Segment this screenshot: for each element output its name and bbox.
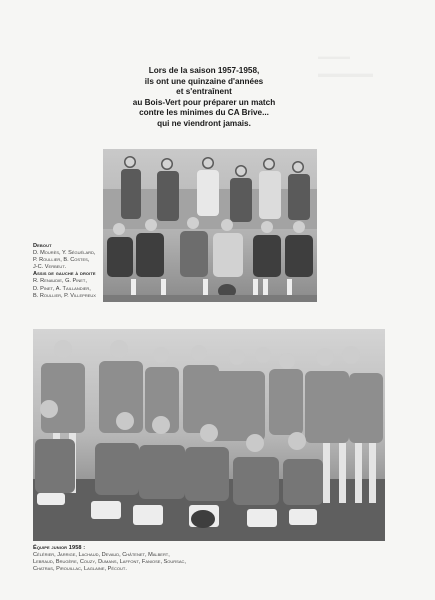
bleed-through-text: ▬▬▬▬ bbox=[318, 52, 350, 61]
caption-line: B. Roullier, P. Villepreux bbox=[33, 292, 96, 299]
intro-line: qui ne viendront jamais. bbox=[157, 118, 251, 128]
intro-line: contre les minimes du CA Brive... bbox=[139, 108, 269, 118]
intro-line: Lors de la saison 1957-1958, bbox=[148, 66, 260, 75]
caption-line: Chatras, Pirouillac, Laglaine, Pécout. bbox=[33, 566, 127, 573]
photo-1958-caption bbox=[33, 545, 186, 573]
caption-heading-junior: Équipe junior 1958 : bbox=[33, 545, 86, 551]
team-photo-junior-1958 bbox=[33, 329, 385, 541]
bleed-through-text: ▬▬▬▬▬ bbox=[318, 68, 373, 80]
caption-line: R. Renaudie, G. Pinet, bbox=[33, 278, 87, 285]
team-photo-junior-1958-image bbox=[33, 329, 385, 541]
caption-line: Lebraud, Brugère, Couzy, Dumans, Laffont, Faniose, Soursac, bbox=[33, 559, 186, 566]
caption-line: D. Pinet, A. Taillandier, bbox=[33, 285, 91, 292]
intro-line: et s'entraînent bbox=[176, 87, 232, 97]
caption-line: Célérier, Jarrige, Lachaud, Devaud, Châtenet, Malbert, bbox=[33, 552, 170, 559]
intro-text bbox=[104, 66, 304, 130]
caption-line: D. Mourès, Y. Séguélard, bbox=[33, 250, 96, 257]
team-photo-1957-image bbox=[103, 149, 317, 302]
caption-line: P. Roullier, B. Costes, bbox=[33, 257, 90, 264]
intro-line: au Bois-Vert pour préparer un match bbox=[132, 97, 276, 107]
team-photo-1957 bbox=[103, 149, 317, 302]
photo-1957-caption bbox=[33, 243, 96, 300]
caption-heading-standing: Debout bbox=[33, 243, 52, 249]
intro-line: ils ont une quinzaine d'années bbox=[144, 76, 264, 86]
caption-line: J-C. Verbeut. bbox=[33, 264, 67, 271]
caption-heading-seated: Assis de gauche à droite bbox=[33, 271, 96, 278]
